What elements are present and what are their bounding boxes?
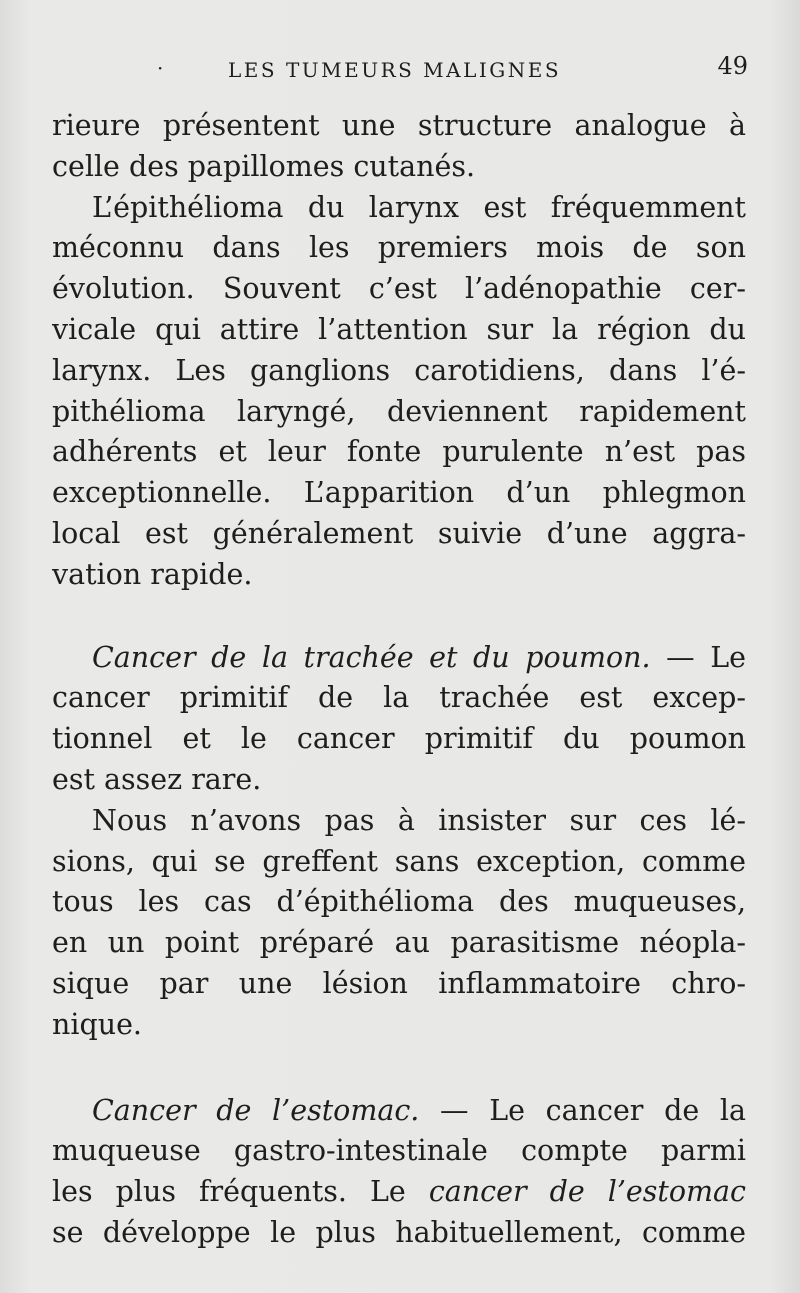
text-line: rieure présentent une structure analogue à <box>52 109 746 142</box>
text-line <box>52 1172 746 1213</box>
section-first-line-rest: — Le <box>650 640 746 674</box>
text-line: adhérents et leur fonte purulente n’est pas <box>52 435 746 469</box>
text-line: celle des papillomes cutanés. <box>52 149 476 183</box>
section-heading-stomach: Cancer de l’estomac. <box>92 1093 420 1127</box>
section-heading-trachea: Cancer de la trachée et du poumon. <box>92 640 651 674</box>
text-line: en un point préparé au parasitisme néopla- <box>52 926 746 960</box>
text-line: larynx. Les ganglions carotidiens, dans l’é- <box>52 353 746 387</box>
text-line: tous les cas d’épithélioma des muqueuses, <box>52 885 746 919</box>
section-first-line <box>52 638 746 679</box>
section-gap <box>52 596 746 638</box>
page-header <box>0 48 800 88</box>
text-line: se développe le plus habituellement, comme <box>52 1215 746 1249</box>
text-line: sique par une lésion inflammatoire chro- <box>52 966 746 1000</box>
running-title: LES TUMEURS MALIGNES <box>228 58 562 82</box>
text-run: les plus fréquents. Le <box>52 1175 429 1209</box>
text-line: tionnel et le cancer primitif du poumon <box>52 722 746 756</box>
text-line: vation rapide. <box>52 557 253 591</box>
section-first-line <box>52 1091 746 1132</box>
text-line: sions, qui se greffent sans exception, comme <box>52 844 746 878</box>
text-line: est assez rare. <box>52 762 262 796</box>
page-body <box>52 106 746 1254</box>
header-dot: · <box>157 56 164 80</box>
text-line: L’épithélioma du larynx est fréquemment <box>92 190 746 224</box>
text-line: évolution. Souvent c’est l’adénopathie cer- <box>52 272 746 306</box>
text-line: exceptionnelle. L’apparition d’un phlegmon <box>52 476 746 510</box>
text-line: nique. <box>52 1007 142 1041</box>
section-first-line-rest: — Le cancer de la <box>419 1093 746 1127</box>
text-line: méconnu dans les premiers mois de son <box>52 231 746 265</box>
text-line: cancer primitif de la trachée est excep- <box>52 681 746 715</box>
text-line: Nous n’avons pas à insister sur ces lé- <box>92 803 746 837</box>
section-gap <box>52 1046 746 1091</box>
italic-term: cancer de l’estomac <box>428 1175 746 1209</box>
page-number: 49 <box>717 52 748 80</box>
text-line: local est généralement suivie d’une aggra- <box>52 516 746 550</box>
text-line: pithélioma laryngé, deviennent rapidement <box>52 394 746 428</box>
text-line: muqueuse gastro-intestinale compte parmi <box>52 1134 746 1168</box>
text-line: vicale qui attire l’attention sur la région du <box>52 312 746 346</box>
